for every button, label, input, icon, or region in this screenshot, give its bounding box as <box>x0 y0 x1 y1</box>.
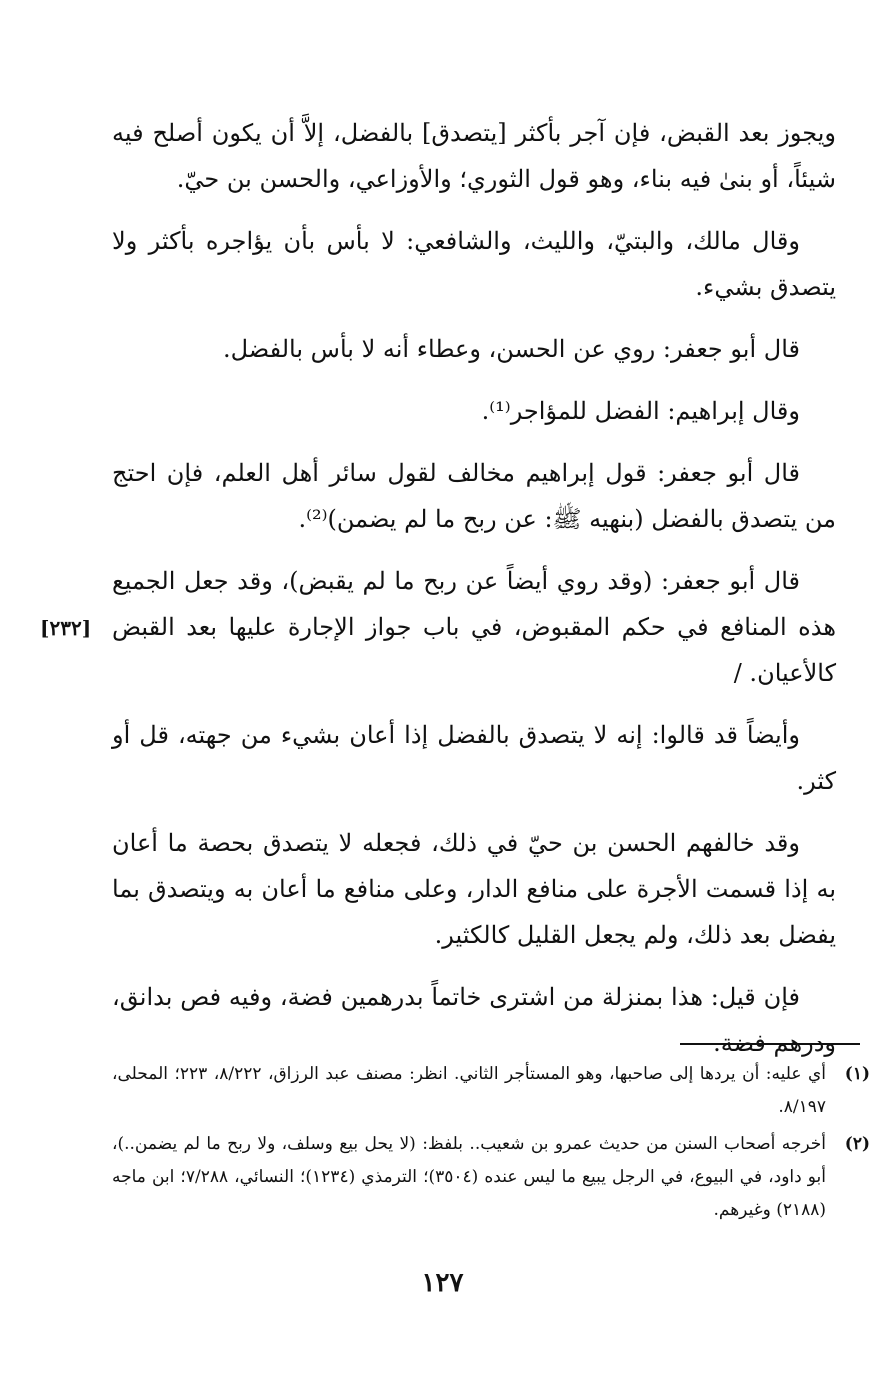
paragraph-3: قال أبو جعفر: روي عن الحسن، وعطاء أنه لا بأس بالفضل. <box>222 335 800 363</box>
footnotes <box>112 1058 870 1231</box>
paragraph-1: ويجوز بعد القبض، فإن آجر بأكثر [يتصدق] بالفضل، إلاَّ أن يكون أصلح فيه شيئاً، أو بنىٰ فيه بناء، وهو قول الثوري؛ والأوزاعي، والحسن بن حيّ. <box>112 119 836 193</box>
footnote-1 <box>112 1058 870 1124</box>
main-text <box>112 110 836 1082</box>
paragraph-6: قال أبو جعفر: (وقد روي أيضاً عن ربح ما لم يقبض)، وقد جعل الجميع هذه المنافع في حكم المقبوض، في باب جواز الإجارة عليها بعد القبض كالأعيان. / <box>112 567 836 687</box>
footnote-number: (٢) <box>844 1134 870 1154</box>
page-number: ١٢٧ <box>421 1268 464 1298</box>
paragraph-5: قال أبو جعفر: قول إبراهيم مخالف لقول سائر أهل العلم، فإن احتج من يتصدق بالفضل (بنهيه ﷺ: عن ربح ما لم يضمن)⁽²⁾. <box>112 459 836 533</box>
paragraph-7: وأيضاً قد قالوا: إنه لا يتصدق بالفضل إذا أعان بشيء من جهته، قل أو كثر. <box>112 721 836 795</box>
footnote-number: (١) <box>844 1064 870 1084</box>
paragraph-4: وقال إبراهيم: الفضل للمؤاجر⁽¹⁾. <box>481 397 800 425</box>
footnote-separator <box>680 1043 860 1045</box>
footnote-text: أخرجه أصحاب السنن من حديث عمرو بن شعيب.. بلفظ: (لا يحل بيع وسلف، ولا ربح ما لم يضمن..)، أبو داود، في البيوع، في الرجل يبيع ما ليس عنده (٣٥٠٤)؛ الترمذي (١٢٣٤)؛ النسائي، ٧/٢٨٨؛ ابن ماجه (٢١٨٨) وغيرهم. <box>112 1134 827 1220</box>
footnote-2 <box>112 1128 870 1227</box>
manuscript-page-marker: [٢٣٢] <box>40 616 92 640</box>
paragraph-2: وقال مالك، والبتيّ، والليث، والشافعي: لا بأس بأن يؤاجره بأكثر ولا يتصدق بشيء. <box>112 227 836 301</box>
footnote-text: أي عليه: أن يردها إلى صاحبها، وهو المستأجر الثاني. انظر: مصنف عبد الرزاق، ٨/٢٢٢، ٢٢٣؛ المحلى، ٨/١٩٧. <box>112 1064 827 1117</box>
paragraph-9: فإن قيل: هذا بمنزلة من اشترى خاتماً بدرهمين فضة، وفيه فص بدانق، ودرهم فضة. <box>112 983 836 1057</box>
paragraph-8: وقد خالفهم الحسن بن حيّ في ذلك، فجعله لا يتصدق بحصة ما أعان به إذا قسمت الأجرة على منافع الدار، وعلى منافع ما أعان به ويتصدق بما يفضل بعد ذلك، ولم يجعل القليل كالكثير. <box>112 829 836 949</box>
